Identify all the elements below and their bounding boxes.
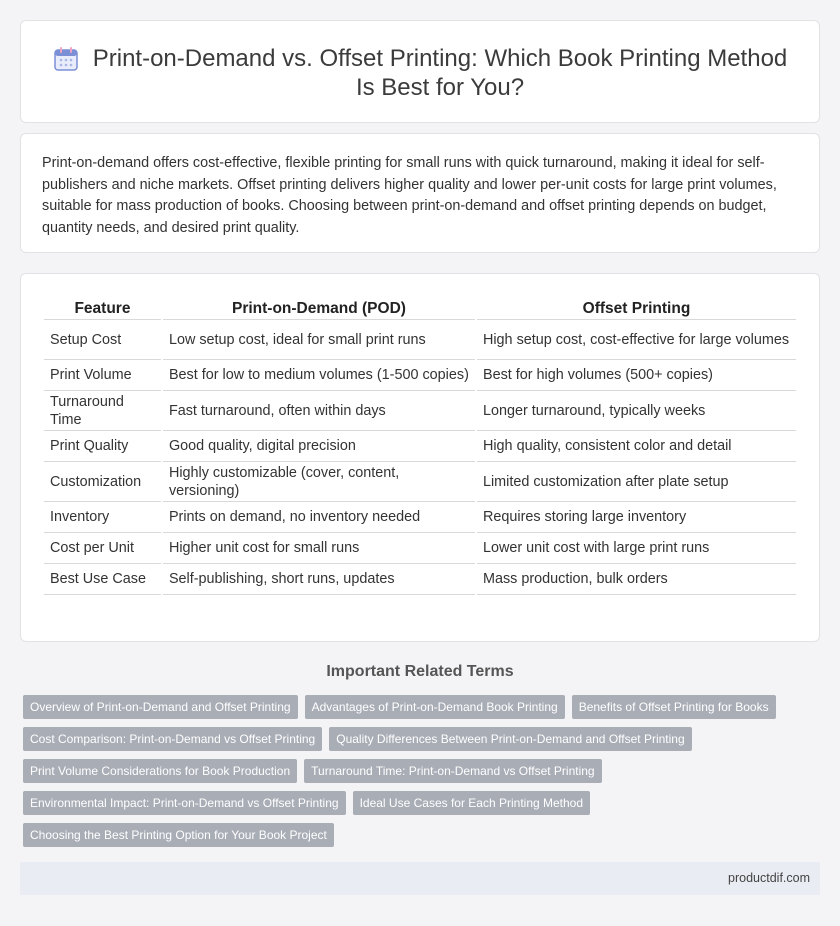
- pod-cell: Fast turnaround, often within days: [163, 391, 475, 431]
- offset-cell: Requires storing large inventory: [477, 502, 796, 533]
- table-row: [44, 431, 796, 462]
- feature-cell: Cost per Unit: [44, 533, 161, 564]
- offset-cell: Lower unit cost with large print runs: [477, 533, 796, 564]
- pod-cell: Highly customizable (cover, content, versioning): [163, 462, 475, 502]
- intro-paragraph: Print-on-demand offers cost-effective, flexible printing for small runs with quick turnaround, making it ideal for self-publishers and niche markets. Offset printing delivers higher quality and lower per-unit costs for large print volumes, suitable for mass production of books. Choosing between print-on-demand and offset printing depends on budget, quantity needs, and desired print quality.: [42, 155, 777, 236]
- related-term-link[interactable]: Cost Comparison: Print-on-Demand vs Offset Printing: [23, 727, 322, 751]
- feature-cell: Customization: [44, 462, 161, 502]
- site-name: productdif.com: [728, 871, 810, 885]
- related-term-link[interactable]: Print Volume Considerations for Book Production: [23, 759, 297, 783]
- related-term-link[interactable]: Ideal Use Cases for Each Printing Method: [353, 791, 590, 815]
- tag-row: [23, 791, 803, 815]
- tag-row: [23, 727, 803, 751]
- related-term-link[interactable]: Benefits of Offset Printing for Books: [572, 695, 776, 719]
- related-terms-heading: Important Related Terms: [326, 663, 514, 680]
- tag-row: [23, 759, 803, 783]
- offset-cell: Best for high volumes (500+ copies): [477, 360, 796, 391]
- comparison-table: [42, 296, 798, 595]
- related-term-link[interactable]: Turnaround Time: Print-on-Demand vs Offset Printing: [304, 759, 601, 783]
- related-terms-list: [23, 695, 803, 855]
- comparison-card: [20, 273, 820, 642]
- table-row: [44, 533, 796, 564]
- column-header-pod: Print-on-Demand (POD): [163, 296, 475, 320]
- offset-cell: High quality, consistent color and detail: [477, 431, 796, 462]
- tag-row: [23, 823, 803, 847]
- pod-cell: Prints on demand, no inventory needed: [163, 502, 475, 533]
- table-row: [44, 320, 796, 360]
- table-row: [44, 360, 796, 391]
- offset-cell: Limited customization after plate setup: [477, 462, 796, 502]
- pod-cell: Low setup cost, ideal for small print runs: [163, 320, 475, 360]
- offset-cell: High setup cost, cost-effective for large volumes: [477, 320, 796, 360]
- table-row: [44, 502, 796, 533]
- related-term-link[interactable]: Quality Differences Between Print-on-Demand and Offset Printing: [329, 727, 691, 751]
- pod-cell: Best for low to medium volumes (1-500 copies): [163, 360, 475, 391]
- column-header-feature: Feature: [44, 296, 161, 320]
- related-term-link[interactable]: Environmental Impact: Print-on-Demand vs Offset Printing: [23, 791, 346, 815]
- table-row: [44, 462, 796, 502]
- column-header-offset: Offset Printing: [477, 296, 796, 320]
- related-term-link[interactable]: Advantages of Print-on-Demand Book Printing: [305, 695, 565, 719]
- footer: [20, 862, 820, 895]
- tag-row: [23, 695, 803, 719]
- related-term-link[interactable]: Choosing the Best Printing Option for Your Book Project: [23, 823, 334, 847]
- offset-cell: Mass production, bulk orders: [477, 564, 796, 595]
- offset-cell: Longer turnaround, typically weeks: [477, 391, 796, 431]
- pod-cell: Self-publishing, short runs, updates: [163, 564, 475, 595]
- feature-cell: Setup Cost: [44, 320, 161, 360]
- table-row: [44, 564, 796, 595]
- pod-cell: Good quality, digital precision: [163, 431, 475, 462]
- feature-cell: Best Use Case: [44, 564, 161, 595]
- pod-cell: Higher unit cost for small runs: [163, 533, 475, 564]
- title-card: [20, 20, 820, 123]
- feature-cell: Print Quality: [44, 431, 161, 462]
- page-title: Print-on-Demand vs. Offset Printing: Which Book Printing Method Is Best for You?: [92, 45, 788, 101]
- table-row: [44, 391, 796, 431]
- related-term-link[interactable]: Overview of Print-on-Demand and Offset Printing: [23, 695, 298, 719]
- intro-card: [20, 133, 820, 253]
- table-header-row: [44, 296, 796, 320]
- feature-cell: Print Volume: [44, 360, 161, 391]
- feature-cell: Inventory: [44, 502, 161, 533]
- feature-cell: Turnaround Time: [44, 391, 161, 431]
